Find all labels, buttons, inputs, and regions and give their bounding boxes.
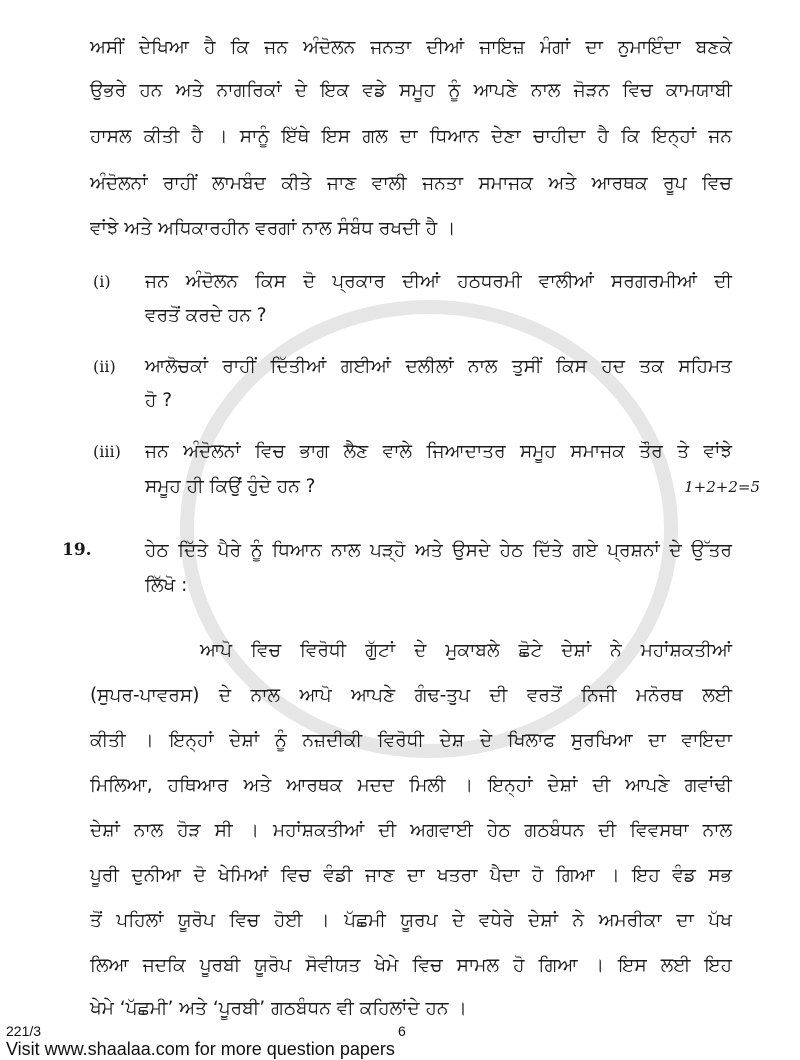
passage-line: (ਸੁਪਰ-ਪਾਵਰਸ) ਦੇ ਨਾਲ ਆਪੋ ਆਪਣੇ ਗੰਢ-ਤੁਪ ਦੀ ਵਰਤੋਂ ਨਿਜੀ ਮਨੋਰਥ ਲਈ	[90, 685, 732, 706]
question-line: ਵਰਤੋਂ ਕਰਦੇ ਹਨ ?	[145, 305, 267, 326]
question-line: ਜਨ ਅੰਦੋਲਨ ਕਿਸ ਦੋ ਪ੍ਰਕਾਰ ਦੀਆਂ ਹਠਧਰਮੀ ਵਾਲੀਆਂ ਸਰਗਰਮੀਆਂ ਦੀ	[145, 271, 732, 292]
question-line: ਹੋ ?	[145, 390, 173, 411]
question-line: ਹੇਠ ਦਿੱਤੇ ਪੈਰੇ ਨੂੰ ਧਿਆਨ ਨਾਲ ਪੜ੍ਹੋ ਅਤੇ ਉਸਦੇ ਹੇਠ ਦਿੱਤੇ ਗਏ ਪ੍ਰਸ਼ਨਾਂ ਦੇ ਉੱਤਰ	[145, 540, 732, 561]
passage-line: ਆਪੋ ਵਿਚ ਵਿਰੋਧੀ ਗੁੱਟਾਂ ਦੇ ਮੁਕਾਬਲੇ ਛੋਟੇ ਦੇਸ਼ਾਂ ਨੇ ਮਹਾਂਸ਼ਕਤੀਆਂ	[200, 640, 732, 661]
passage-line: ਹਾਸਲ ਕੀਤੀ ਹੈ । ਸਾਨੂੰ ਇੱਥੇ ਇਸ ਗਲ ਦਾ ਧਿਆਨ ਦੇਣਾ ਚਾਹੀਦਾ ਹੈ ਕਿ ਇਨ੍ਹਾਂ ਜਨ	[90, 126, 732, 147]
passage-line: ਪੂਰੀ ਦੁਨੀਆ ਦੋ ਖੇਮਿਆਂ ਵਿਚ ਵੰਡੀ ਜਾਣ ਦਾ ਖਤਰਾ ਪੈਦਾ ਹੋ ਗਿਆ । ਇਹ ਵੰਡ ਸਭ	[90, 865, 732, 886]
passage-line: ਕੀਤੀ । ਇਨ੍ਹਾਂ ਦੇਸ਼ਾਂ ਨੂੰ ਨਜ਼ਦੀਕੀ ਵਿਰੋਧੀ ਦੇਸ਼ ਦੇ ਖਿਲਾਫ ਸੁਰਖਿਆ ਦਾ ਵਾਇਦਾ	[90, 730, 732, 751]
question-number: (i)	[93, 272, 111, 291]
passage-line: ਮਿਲਿਆ, ਹਥਿਆਰ ਅਤੇ ਆਰਥਕ ਮਦਦ ਮਿਲੀ । ਇਨ੍ਹਾਂ ਦੇਸ਼ਾਂ ਦੀ ਆਪਣੇ ਗਵਾਂਢੀ	[90, 775, 732, 796]
question-number: (iii)	[93, 442, 121, 461]
passage-line: ਉਭਰੇ ਹਨ ਅਤੇ ਨਾਗਰਿਕਾਂ ਦੇ ਇਕ ਵਡੇ ਸਮੂਹ ਨੂੰ ਆਪਣੇ ਨਾਲ ਜੋੜਨ ਵਿਚ ਕਾਮਯਾਬੀ	[90, 80, 732, 101]
passage-line: ਤੋਂ ਪਹਿਲਾਂ ਯੂਰੋਪ ਵਿਚ ਹੋਈ । ਪੱਛਮੀ ਯੂਰਪ ਦੇ ਵਧੇਰੇ ਦੇਸ਼ਾਂ ਨੇ ਅਮਰੀਕਾ ਦਾ ਪੱਖ	[90, 910, 732, 931]
passage-line: ਖੇਮੇ ‘ਪੱਛਮੀ’ ਅਤੇ ‘ਪੂਰਬੀ’ ਗਠਬੰਧਨ ਵੀ ਕਹਿਲਾਂਦੇ ਹਨ ।	[90, 998, 467, 1019]
passage-line: ਦੇਸ਼ਾਂ ਨਾਲ ਹੋੜ ਸੀ । ਮਹਾਂਸ਼ਕਤੀਆਂ ਦੀ ਅਗਵਾਈ ਹੇਠ ਗਠਬੰਧਨ ਦੀ ਵਿਵਸਥਾ ਨਾਲ	[90, 820, 732, 841]
passage-line: ਵਾਂਝੇ ਅਤੇ ਅਧਿਕਾਰਹੀਨ ਵਰਗਾਂ ਨਾਲ ਸੰਬੰਧ ਰਖਦੀ ਹੈ ।	[90, 218, 456, 239]
question-line: ਲਿੱਖੋ :	[145, 575, 188, 596]
marks-allocation: 1+2+2=5	[684, 478, 760, 496]
visit-link[interactable]: Visit www.shaalaa.com for more question papers	[6, 1039, 395, 1059]
question-number: (ii)	[93, 357, 116, 376]
page-number: 6	[398, 1023, 406, 1039]
question-line: ਜਨ ਅੰਦੋਲਨਾਂ ਵਿਚ ਭਾਗ ਲੈਣ ਵਾਲੇ ਜਿਆਦਾਤਰ ਸਮੂਹ ਸਮਾਜਕ ਤੌਰ ਤੇ ਵਾਂਝੇ	[145, 441, 732, 462]
passage-line: ਅੰਦੋਲਨਾਂ ਰਾਹੀਂ ਲਾਮਬੰਦ ਕੀਤੇ ਜਾਣ ਵਾਲੀ ਜਨਤਾ ਸਮਾਜਕ ਅਤੇ ਆਰਥਕ ਰੂਪ ਵਿਚ	[90, 173, 732, 194]
question-line: ਸਮੂਹ ਹੀ ਕਿਉਂ ਹੁੰਦੇ ਹਨ ?	[145, 476, 316, 497]
passage-line: ਅਸੀਂ ਦੇਖਿਆ ਹੈ ਕਿ ਜਨ ਅੰਦੋਲਨ ਜਨਤਾ ਦੀਆਂ ਜਾਇਜ਼ ਮੰਗਾਂ ਦਾ ਨੁਮਾਇੰਦਾ ਬਣਕੇ	[90, 37, 732, 58]
question-line: ਆਲੋਚਕਾਂ ਰਾਹੀਂ ਦਿੱਤੀਆਂ ਗਈਆਂ ਦਲੀਲਾਂ ਨਾਲ ਤੁਸੀਂ ਕਿਸ ਹਦ ਤਕ ਸਹਿਮਤ	[145, 356, 732, 377]
question-19-number: 19.	[62, 540, 92, 560]
passage-line: ਲਿਆ ਜਦਕਿ ਪੂਰਬੀ ਯੂਰੋਪ ਸੋਵੀਯਤ ਖੇਮੇ ਵਿਚ ਸਾਮਲ ਹੋ ਗਿਆ । ਇਸ ਲਈ ਇਹ	[90, 955, 732, 976]
paper-code: 221/3	[6, 1023, 42, 1039]
